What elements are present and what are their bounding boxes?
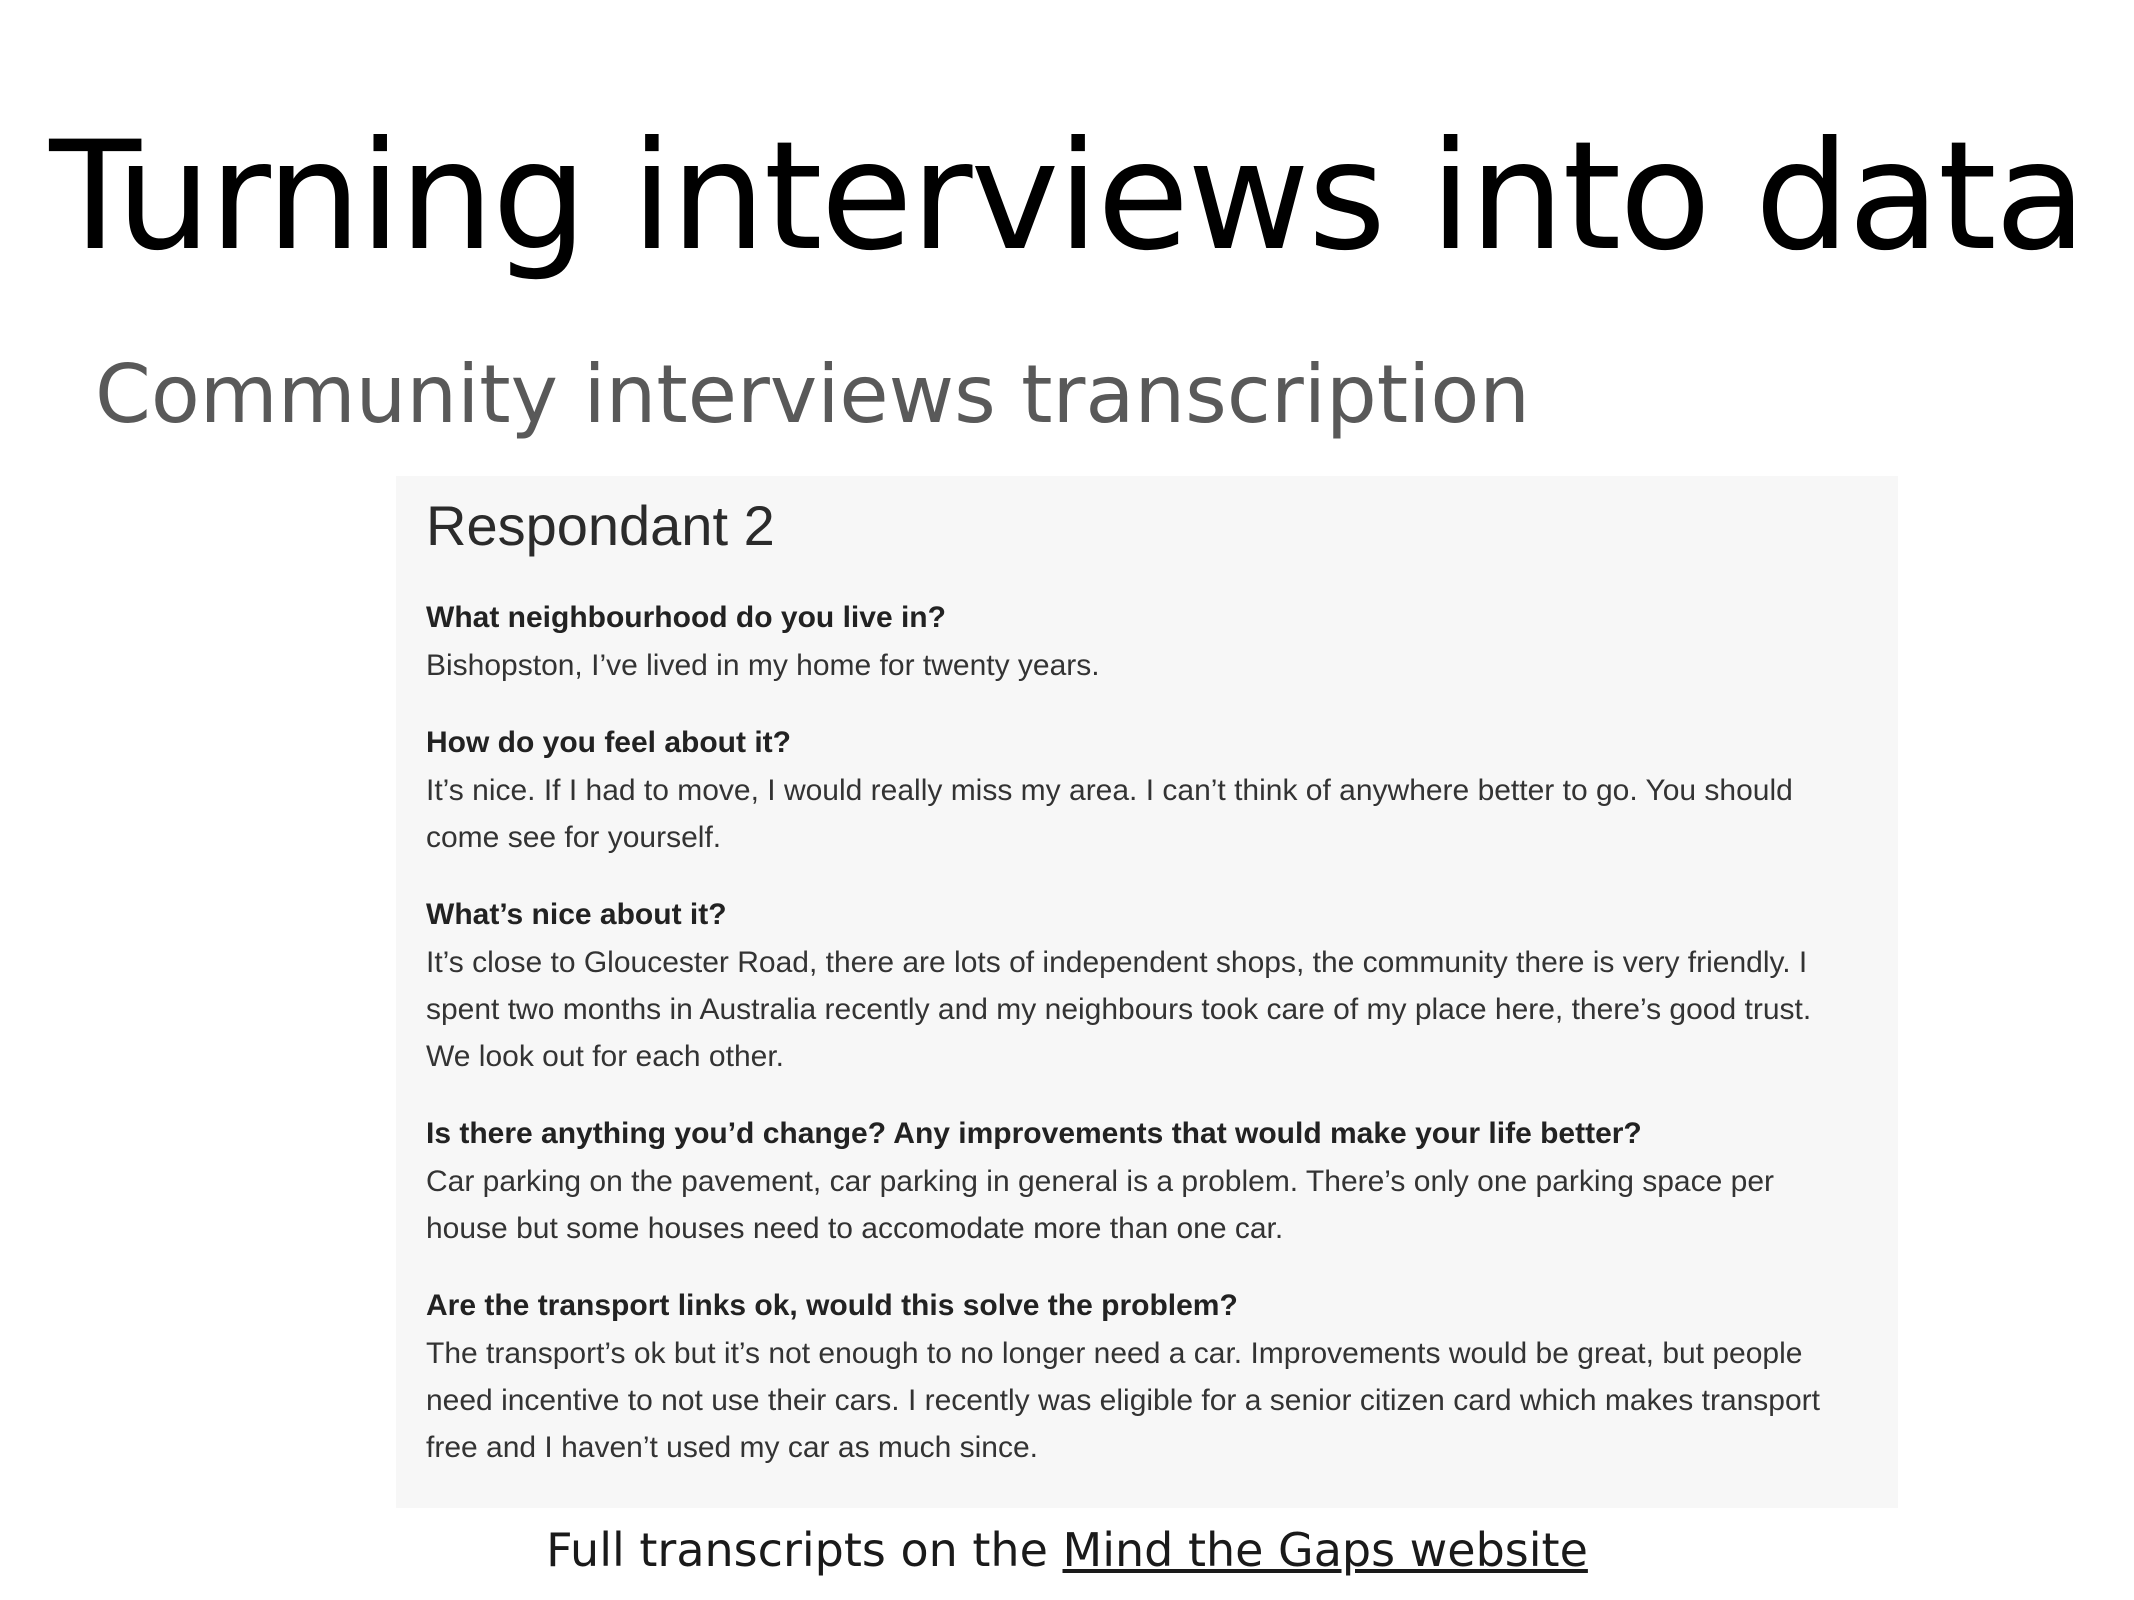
question: Are the transport links ok, would this solve the problem? — [426, 1289, 1238, 1322]
question: Is there anything you’d change? Any improvements that would make your life better? — [426, 1117, 1642, 1150]
question: What’s nice about it? — [426, 898, 727, 931]
respondent-heading: Respondant 2 — [426, 494, 775, 557]
qa-item — [426, 719, 1886, 861]
question: How do you feel about it? — [426, 726, 791, 759]
answer: It’s close to Gloucester Road, there are lots of independent shops, the community there is very friendly. I spent two months in Australia recently and my neighbours took care of my place here, there’s good trust. We look out for each other. — [426, 946, 1812, 1073]
qa-item — [426, 1110, 1886, 1252]
qa-item — [426, 891, 1886, 1080]
slide-subtitle: Community interviews transcription — [95, 348, 1530, 441]
footer-prefix: Full transcripts on the — [546, 1523, 1063, 1577]
question: What neighbourhood do you live in? — [426, 601, 946, 634]
slide-title: Turning interviews into data — [49, 110, 2085, 284]
footer-note — [0, 1520, 2134, 1580]
answer: The transport’s ok but it’s not enough to no longer need a car. Improvements would be great, but people need incentive to not use their cars. I recently was eligible for a senior citizen card which makes transport free and I haven’t used my car as much since. — [426, 1337, 1821, 1464]
qa-item — [426, 594, 1886, 689]
answer: It’s nice. If I had to move, I would really miss my area. I can’t think of anywhere better to go. You should come see for yourself. — [426, 774, 1793, 854]
answer: Car parking on the pavement, car parking in general is a problem. There’s only one parking space per house but some houses need to accomodate more than one car. — [426, 1165, 1774, 1245]
qa-item — [426, 1282, 1886, 1471]
mind-the-gaps-link[interactable]: Mind the Gaps website — [1062, 1523, 1588, 1577]
answer: Bishopston, I’ve lived in my home for twenty years. — [426, 649, 1100, 682]
transcript-panel — [396, 476, 1898, 1508]
qa-list — [426, 594, 1886, 1501]
